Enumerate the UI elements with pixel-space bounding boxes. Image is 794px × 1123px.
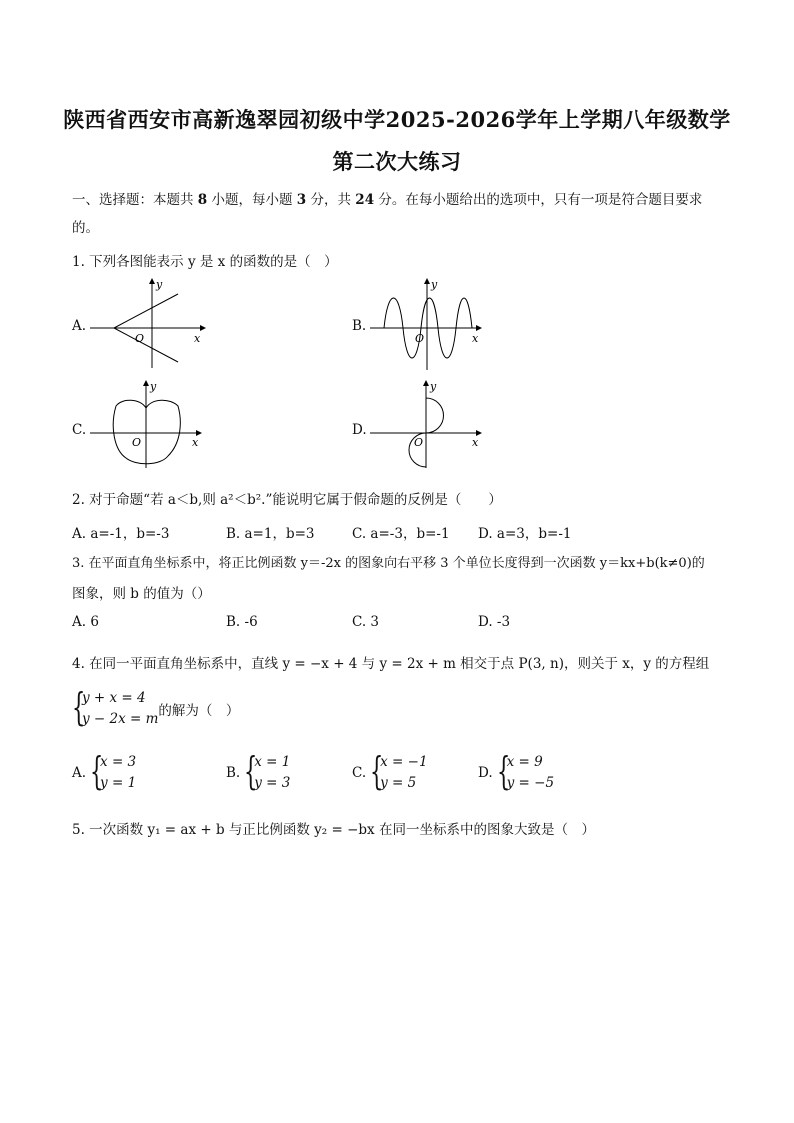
exam-title: 陕西省西安市高新逸翠园初级中学2025-2026学年上学期八年级数学 bbox=[63, 107, 731, 132]
q4-option-c-system: { x = −1 y = 5 bbox=[370, 749, 428, 793]
q4a-eq2: y = 1 bbox=[100, 775, 137, 791]
q4-option-d bbox=[478, 749, 555, 794]
q2-stem: 2. 对于命题“若 a＜b,则 a²＜b².”能说明它属于假命题的反例是（ ） bbox=[72, 492, 502, 508]
q4c-eq1: x = −1 bbox=[380, 754, 428, 770]
instr-part-c: 分，共 bbox=[306, 192, 356, 208]
q4-option-c bbox=[352, 749, 428, 794]
q5-stem: 5. 一次函数 y₁ = ax + b 与正比例函数 y₂ = −bx 在同一坐标系中的图象大致是（ ） bbox=[72, 822, 595, 838]
points-total: 24 bbox=[355, 192, 375, 208]
q4-stem: 4. 在同一平面直角坐标系中，直线 y = −x + 4 与 y = 2x + m 相交于点 P(3, n)，则关于 x，y 的方程组 bbox=[72, 656, 710, 672]
q1-graph-c bbox=[88, 378, 208, 470]
q1-option-d-label: D. bbox=[352, 422, 367, 438]
instr-part-d: 分。在每小题给出的选项中，只有一项是符合题目要求 bbox=[374, 192, 703, 208]
q1c-y-label: y bbox=[150, 380, 157, 393]
q4-option-a-system: { x = 3 y = 1 bbox=[90, 749, 137, 793]
q1d-origin: O bbox=[414, 436, 424, 449]
q4-option-b-system: { x = 1 y = 3 bbox=[244, 749, 291, 793]
q1b-y-label: y bbox=[431, 278, 438, 291]
q4-option-a bbox=[72, 749, 137, 794]
q4d-eq2: y = −5 bbox=[506, 775, 555, 791]
q2-option-c: C. a=-3，b=-1 bbox=[352, 526, 450, 542]
q1b-origin: O bbox=[415, 332, 425, 345]
q4-system-eq1: y + x = 4 bbox=[82, 690, 146, 706]
q1c-x-label: x bbox=[192, 436, 199, 449]
q1-option-c-label: C. bbox=[72, 422, 87, 438]
q4-option-d-label: D. bbox=[478, 765, 493, 781]
q4-option-b bbox=[226, 749, 291, 794]
points-each: 3 bbox=[296, 192, 307, 208]
q1-graph-a bbox=[88, 276, 208, 370]
q1-graph-d bbox=[368, 378, 488, 470]
q4-option-a-label: A. bbox=[72, 765, 87, 781]
instr-part-b: 小题，每小题 bbox=[207, 192, 297, 208]
q4-option-b-label: B. bbox=[226, 765, 241, 781]
q4-option-d-system: { x = 9 y = −5 bbox=[496, 749, 555, 793]
exam-subtitle: 第二次大练习 bbox=[332, 149, 462, 174]
q4-system-eq2: y − 2x = m bbox=[82, 711, 159, 727]
q1-stem: 1. 下列各图能表示 y 是 x 的函数的是（ ） bbox=[72, 254, 338, 270]
q4-system: { y + x = 4 y − 2x = m bbox=[72, 685, 159, 729]
q1c-origin: O bbox=[132, 436, 142, 449]
q3-option-c: C. 3 bbox=[352, 614, 380, 630]
q3-stem-line1: 3. 在平面直角坐标系中，将正比例函数 y＝-2x 的图象向右平移 3 个单位长度得到一次函数 y＝kx+b(k≠0)的 bbox=[72, 556, 705, 571]
q4-tail: 的解为（ ） bbox=[158, 703, 240, 719]
q2-option-a: A. a=-1，b=-3 bbox=[72, 526, 170, 542]
q1-option-a-label: A. bbox=[72, 318, 87, 334]
q1-option-b-label: B. bbox=[352, 318, 367, 334]
q3-option-b: B. -6 bbox=[226, 614, 258, 630]
q4d-eq1: x = 9 bbox=[506, 754, 543, 770]
q4c-eq2: y = 5 bbox=[380, 775, 417, 791]
q3-option-d: D. -3 bbox=[478, 614, 511, 630]
q4b-eq1: x = 1 bbox=[254, 754, 291, 770]
q1d-y-label: y bbox=[430, 380, 437, 393]
instr-part-a: 一、选择题：本题共 bbox=[72, 192, 198, 208]
q1a-x-label: x bbox=[194, 332, 201, 345]
q1a-y-label: y bbox=[156, 278, 163, 291]
q4b-eq2: y = 3 bbox=[254, 775, 291, 791]
q1b-x-label: x bbox=[472, 332, 479, 345]
section-instructions bbox=[72, 188, 702, 208]
q1-graph-b bbox=[368, 276, 488, 372]
q4-option-c-label: C. bbox=[352, 765, 367, 781]
question-count: 8 bbox=[197, 192, 208, 208]
q1d-x-label: x bbox=[472, 436, 479, 449]
q3-stem-line2: 图象，则 b 的值为（） bbox=[72, 586, 211, 602]
q2-option-d: D. a=3，b=-1 bbox=[478, 526, 572, 542]
section-instructions-cont: 的。 bbox=[72, 220, 99, 236]
q2-option-b: B. a=1，b=3 bbox=[226, 526, 315, 542]
q4a-eq1: x = 3 bbox=[100, 754, 137, 770]
q1a-origin: O bbox=[135, 332, 145, 345]
q4-system-line bbox=[72, 685, 240, 730]
q3-option-a: A. 6 bbox=[72, 614, 99, 630]
